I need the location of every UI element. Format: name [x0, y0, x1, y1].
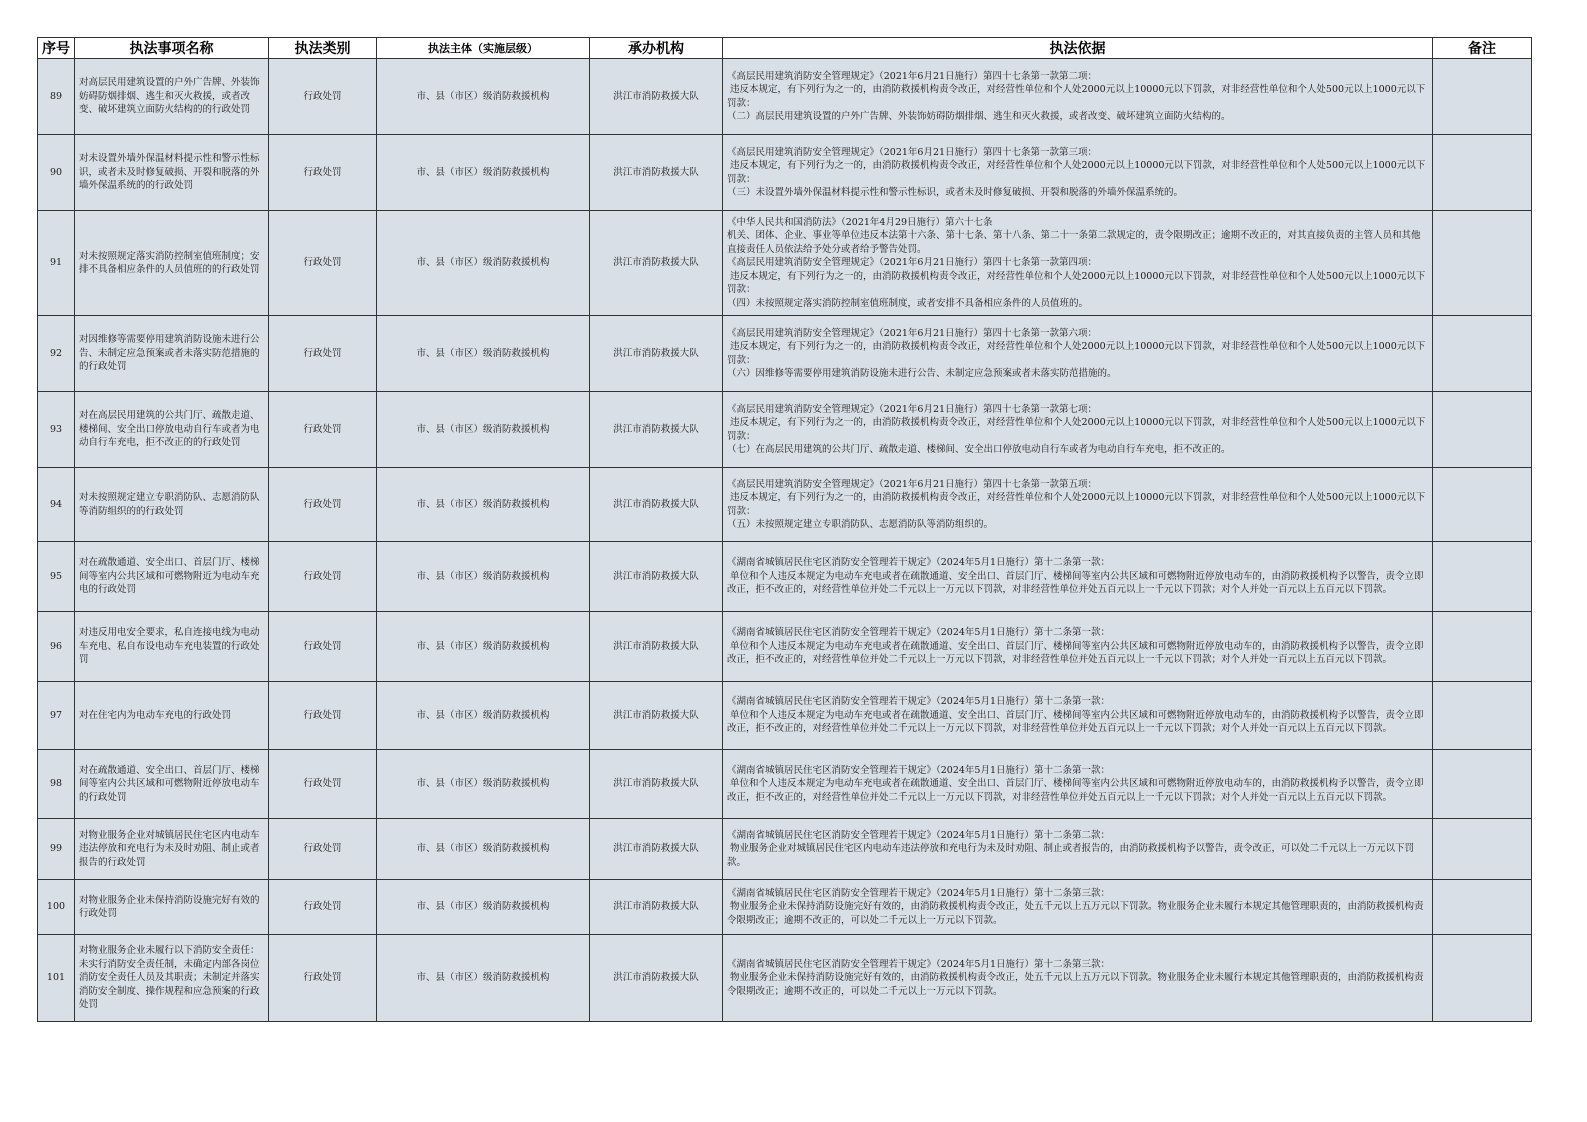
- row-basis: 《高层民用建筑消防安全管理规定》（2021年6月21日施行）第四十七条第一款第二项： 违反本规定，有下列行为之一的，由消防救援机构责令改正，对经营性单位和个人处2000元以上10000元以下罚款，对非经营性单位和个人处500元以上1000元以下罚款： （二）高层民用建筑设置的户外广告牌、外装饰妨碍防烟排烟、逃生和灭火救援，或者改变、破坏建筑立面防火结构的。: [723, 59, 1433, 135]
- enforcement-items-table: [37, 37, 1532, 1022]
- row-category: 行政处罚: [269, 819, 377, 880]
- row-seq: 98: [38, 750, 75, 819]
- table-row: [38, 612, 1532, 682]
- header-subject: 执法主体（实施层级）: [377, 38, 590, 59]
- row-agency: 洪江市消防救援大队: [590, 59, 723, 135]
- row-seq: 90: [38, 135, 75, 211]
- row-basis: 《高层民用建筑消防安全管理规定》（2021年6月21日施行）第四十七条第一款第七项： 违反本规定，有下列行为之一的，由消防救援机构责令改正，对经营性单位和个人处2000元以上10000元以下罚款，对非经营性单位和个人处500元以上1000元以下罚款： （七）在高层民用建筑的公共门厅、疏散走道、楼梯间、安全出口停放电动自行车或者为电动自行车充电，拒不改正的。: [723, 392, 1433, 468]
- row-category: 行政处罚: [269, 682, 377, 750]
- row-subject: 市、县（市区）级消防救援机构: [377, 316, 590, 392]
- row-item-name: 对在高层民用建筑的公共门厅、疏散走道、楼梯间、安全出口停放电动自行车或者为电动自行车充电，拒不改正的的行政处罚: [75, 392, 269, 468]
- table-row: [38, 935, 1532, 1022]
- row-basis: 《湖南省城镇居民住宅区消防安全管理若干规定》（2024年5月1日施行）第十二条第二款： 物业服务企业对城镇居民住宅区内电动车违法停放和充电行为未及时劝阻、制止或者报告的，由消防救援机构予以警告，责令改正，可以处二千元以上一万元以下罚款。: [723, 819, 1433, 880]
- row-category: 行政处罚: [269, 59, 377, 135]
- row-remark: [1433, 935, 1532, 1022]
- row-item-name: 对物业服务企业未履行以下消防安全责任：未实行消防安全责任制，未确定内部各岗位消防安全责任人员及其职责；未制定并落实消防安全制度、操作规程和应急预案的行政处罚: [75, 935, 269, 1022]
- table-row: [38, 750, 1532, 819]
- header-name: 执法事项名称: [75, 38, 269, 59]
- table-row: [38, 135, 1532, 211]
- row-item-name: 对未按照规定落实消防控制室值班制度；安排不具备相应条件的人员值班的的行政处罚: [75, 211, 269, 316]
- header-category: 执法类别: [269, 38, 377, 59]
- row-item-name: 对物业服务企业未保持消防设施完好有效的行政处罚: [75, 880, 269, 935]
- table-row: [38, 542, 1532, 612]
- table-row: [38, 682, 1532, 750]
- row-agency: 洪江市消防救援大队: [590, 750, 723, 819]
- table-row: [38, 392, 1532, 468]
- row-item-name: 对在疏散通道、安全出口、首层门厅、楼梯间等室内公共区域和可燃物附近停放电动车的行政处罚: [75, 750, 269, 819]
- row-agency: 洪江市消防救援大队: [590, 880, 723, 935]
- row-category: 行政处罚: [269, 542, 377, 612]
- row-seq: 92: [38, 316, 75, 392]
- row-agency: 洪江市消防救援大队: [590, 819, 723, 880]
- row-agency: 洪江市消防救援大队: [590, 316, 723, 392]
- row-agency: 洪江市消防救援大队: [590, 612, 723, 682]
- row-seq: 100: [38, 880, 75, 935]
- row-remark: [1433, 880, 1532, 935]
- row-agency: 洪江市消防救援大队: [590, 935, 723, 1022]
- row-subject: 市、县（市区）级消防救援机构: [377, 750, 590, 819]
- row-remark: [1433, 468, 1532, 542]
- row-seq: 89: [38, 59, 75, 135]
- table-row: [38, 59, 1532, 135]
- header-row: [38, 38, 1532, 59]
- header-basis: 执法依据: [723, 38, 1433, 59]
- row-item-name: 对物业服务企业对城镇居民住宅区内电动车违法停放和充电行为未及时劝阻、制止或者报告的行政处罚: [75, 819, 269, 880]
- row-seq: 101: [38, 935, 75, 1022]
- row-subject: 市、县（市区）级消防救援机构: [377, 59, 590, 135]
- row-remark: [1433, 135, 1532, 211]
- row-subject: 市、县（市区）级消防救援机构: [377, 135, 590, 211]
- row-subject: 市、县（市区）级消防救援机构: [377, 819, 590, 880]
- row-category: 行政处罚: [269, 935, 377, 1022]
- row-remark: [1433, 392, 1532, 468]
- row-seq: 94: [38, 468, 75, 542]
- row-agency: 洪江市消防救援大队: [590, 682, 723, 750]
- row-basis: 《湖南省城镇居民住宅区消防安全管理若干规定》（2024年5月1日施行）第十二条第一款： 单位和个人违反本规定为电动车充电或者在疏散通道、安全出口、首层门厅、楼梯间等室内公共区域和可燃物附近停放电动车的，由消防救援机构予以警告，责令立即改正，拒不改正的，对经营性单位并处二千元以上一万元以下罚款，对非经营性单位并处五百元以上一千元以下罚款；对个人并处一百元以上五百元以下罚款。: [723, 612, 1433, 682]
- table-row: [38, 819, 1532, 880]
- row-seq: 95: [38, 542, 75, 612]
- row-remark: [1433, 750, 1532, 819]
- row-remark: [1433, 682, 1532, 750]
- row-remark: [1433, 316, 1532, 392]
- table-header: [38, 38, 1532, 59]
- row-category: 行政处罚: [269, 468, 377, 542]
- row-basis: 《高层民用建筑消防安全管理规定》（2021年6月21日施行）第四十七条第一款第五项： 违反本规定，有下列行为之一的，由消防救援机构责令改正，对经营性单位和个人处2000元以上10000元以下罚款，对非经营性单位和个人处500元以上1000元以下罚款： （五）未按照规定建立专职消防队、志愿消防队等消防组织的。: [723, 468, 1433, 542]
- row-item-name: 对高层民用建筑设置的户外广告牌、外装饰妨碍防烟排烟、逃生和灭火救援，或者改变、破坏建筑立面防火结构的的行政处罚: [75, 59, 269, 135]
- table-row: [38, 316, 1532, 392]
- header-seq: 序号: [38, 38, 75, 59]
- row-subject: 市、县（市区）级消防救援机构: [377, 880, 590, 935]
- row-seq: 99: [38, 819, 75, 880]
- row-subject: 市、县（市区）级消防救援机构: [377, 392, 590, 468]
- row-seq: 93: [38, 392, 75, 468]
- header-remark: 备注: [1433, 38, 1532, 59]
- row-subject: 市、县（市区）级消防救援机构: [377, 682, 590, 750]
- table-row: [38, 880, 1532, 935]
- row-subject: 市、县（市区）级消防救援机构: [377, 935, 590, 1022]
- row-subject: 市、县（市区）级消防救援机构: [377, 612, 590, 682]
- row-basis: 《湖南省城镇居民住宅区消防安全管理若干规定》（2024年5月1日施行）第十二条第三款： 物业服务企业未保持消防设施完好有效的，由消防救援机构责令改正，处五千元以上五万元以下罚款。物业服务企业未履行本规定其他管理职责的，由消防救援机构责令限期改正；逾期不改正的，可以处二千元以上一万元以下罚款。: [723, 880, 1433, 935]
- row-agency: 洪江市消防救援大队: [590, 542, 723, 612]
- row-item-name: 对未按照规定建立专职消防队、志愿消防队等消防组织的的行政处罚: [75, 468, 269, 542]
- row-basis: 《中华人民共和国消防法》（2021年4月29日施行）第六十七条 机关、团体、企业、事业等单位违反本法第十六条、第十七条、第十八条、第二十一条第二款规定的，责令限期改正；逾期不改正的，对其直接负责的主管人员和其他直接责任人员依法给予处分或者给予警告处罚。 《高层民用建筑消防安全管理规定》（2021年6月21日施行）第四十七条第一款第四项： 违反本规定，有下列行为之一的，由消防救援机构责令改正，对经营性单位和个人处2000元以上10000元以下罚款，对非经营性单位和个人处500元以上1000元以下罚款： （四）未按照规定落实消防控制室值班制度，或者安排不具备相应条件的人员值班的。: [723, 211, 1433, 316]
- row-basis: 《高层民用建筑消防安全管理规定》（2021年6月21日施行）第四十七条第一款第三项： 违反本规定，有下列行为之一的，由消防救援机构责令改正，对经营性单位和个人处2000元以上10000元以下罚款，对非经营性单位和个人处500元以上1000元以下罚款： （三）未设置外墙外保温材料提示性和警示性标识，或者未及时修复破损、开裂和脱落的外墙外保温系统的。: [723, 135, 1433, 211]
- row-remark: [1433, 819, 1532, 880]
- row-seq: 91: [38, 211, 75, 316]
- row-category: 行政处罚: [269, 316, 377, 392]
- row-subject: 市、县（市区）级消防救援机构: [377, 211, 590, 316]
- row-category: 行政处罚: [269, 135, 377, 211]
- row-category: 行政处罚: [269, 211, 377, 316]
- row-remark: [1433, 59, 1532, 135]
- row-subject: 市、县（市区）级消防救援机构: [377, 468, 590, 542]
- table-row: [38, 468, 1532, 542]
- row-basis: 《湖南省城镇居民住宅区消防安全管理若干规定》（2024年5月1日施行）第十二条第一款： 单位和个人违反本规定为电动车充电或者在疏散通道、安全出口、首层门厅、楼梯间等室内公共区域和可燃物附近停放电动车的，由消防救援机构予以警告，责令立即改正，拒不改正的，对经营性单位并处二千元以上一万元以下罚款，对非经营性单位并处五百元以上一千元以下罚款；对个人并处一百元以上五百元以下罚款。: [723, 542, 1433, 612]
- row-basis: 《湖南省城镇居民住宅区消防安全管理若干规定》（2024年5月1日施行）第十二条第三款： 物业服务企业未保持消防设施完好有效的，由消防救援机构责令改正，处五千元以上五万元以下罚款。物业服务企业未履行本规定其他管理职责的，由消防救援机构责令限期改正；逾期不改正的，可以处二千元以上一万元以下罚款。: [723, 935, 1433, 1022]
- row-category: 行政处罚: [269, 612, 377, 682]
- table-body: [38, 59, 1532, 1022]
- row-category: 行政处罚: [269, 880, 377, 935]
- row-seq: 96: [38, 612, 75, 682]
- row-subject: 市、县（市区）级消防救援机构: [377, 542, 590, 612]
- row-item-name: 对在住宅内为电动车充电的行政处罚: [75, 682, 269, 750]
- row-basis: 《湖南省城镇居民住宅区消防安全管理若干规定》（2024年5月1日施行）第十二条第一款： 单位和个人违反本规定为电动车充电或者在疏散通道、安全出口、首层门厅、楼梯间等室内公共区域和可燃物附近停放电动车的，由消防救援机构予以警告，责令立即改正，拒不改正的，对经营性单位并处二千元以上一万元以下罚款，对非经营性单位并处五百元以上一千元以下罚款；对个人并处一百元以上五百元以下罚款。: [723, 682, 1433, 750]
- row-agency: 洪江市消防救援大队: [590, 468, 723, 542]
- row-agency: 洪江市消防救援大队: [590, 392, 723, 468]
- row-basis: 《湖南省城镇居民住宅区消防安全管理若干规定》（2024年5月1日施行）第十二条第一款： 单位和个人违反本规定为电动车充电或者在疏散通道、安全出口、首层门厅、楼梯间等室内公共区域和可燃物附近停放电动车的，由消防救援机构予以警告，责令立即改正，拒不改正的，对经营性单位并处二千元以上一万元以下罚款，对非经营性单位并处五百元以上一千元以下罚款；对个人并处一百元以上五百元以下罚款。: [723, 750, 1433, 819]
- row-agency: 洪江市消防救援大队: [590, 135, 723, 211]
- row-category: 行政处罚: [269, 392, 377, 468]
- row-remark: [1433, 542, 1532, 612]
- row-remark: [1433, 211, 1532, 316]
- row-item-name: 对因维修等需要停用建筑消防设施未进行公告、未制定应急预案或者未落实防范措施的的行政处罚: [75, 316, 269, 392]
- row-remark: [1433, 612, 1532, 682]
- row-item-name: 对在疏散通道、安全出口、首层门厅、楼梯间等室内公共区域和可燃物附近为电动车充电的行政处罚: [75, 542, 269, 612]
- row-category: 行政处罚: [269, 750, 377, 819]
- row-item-name: 对未设置外墙外保温材料提示性和警示性标识，或者未及时修复破损、开裂和脱落的外墙外保温系统的的行政处罚: [75, 135, 269, 211]
- row-seq: 97: [38, 682, 75, 750]
- header-agency: 承办机构: [590, 38, 723, 59]
- row-basis: 《高层民用建筑消防安全管理规定》（2021年6月21日施行）第四十七条第一款第六项： 违反本规定，有下列行为之一的，由消防救援机构责令改正，对经营性单位和个人处2000元以上10000元以下罚款，对非经营性单位和个人处500元以上1000元以下罚款： （六）因维修等需要停用建筑消防设施未进行公告、未制定应急预案或者未落实防范措施的。: [723, 316, 1433, 392]
- table-row: [38, 211, 1532, 316]
- row-agency: 洪江市消防救援大队: [590, 211, 723, 316]
- row-item-name: 对违反用电安全要求，私自连接电线为电动车充电、私自布设电动车充电装置的行政处罚: [75, 612, 269, 682]
